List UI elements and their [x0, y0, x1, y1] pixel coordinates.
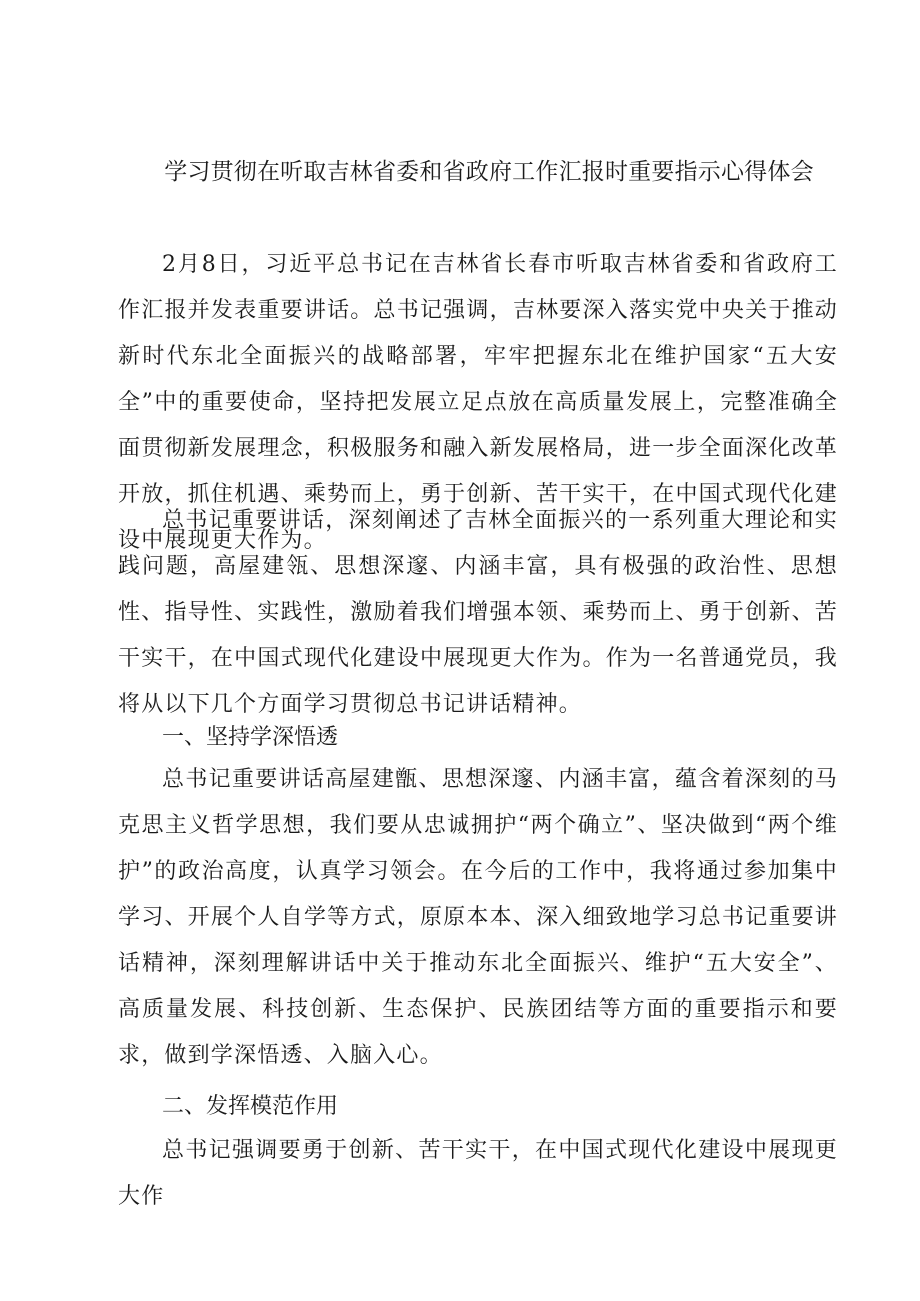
document-title: 学习贯彻在听取吉林省委和省政府工作汇报时重要指示心得体会 — [164, 159, 814, 185]
paragraph-summary: 总书记重要讲话，深刻阐述了吉林全面振兴的一系列重大理论和实践问题，高屋建瓴、思想深邃、内涵丰富，具有极强的政治性、思想性、指导性、实践性，激励着我们增强本领、乘势而上、勇于创新、苦干实干，在中国式现代化建设中展现更大作为。作为一名普通党员，我将从以下几个方面学习贯彻总书记讲话精神。 — [118, 508, 838, 717]
paragraph-section-1: 总书记重要讲话高屋建甑、思想深邃、内涵丰富，蕴含着深刻的马克思主义哲学思想，我们要从忠诚拥护“两个确立”、坚决做到“两个维护”的政治高度，认真学习领会。在今后的工作中，我将通过参加集中学习、开展个人自学等方式，原原本本、深入细致地学习总书记重要讲话精神，深刻理解讲话中关于推动东北全面振兴、维护“五大安全”、高质量发展、科技创新、生态保护、民族团结等方面的重要指示和要求，做到学深悟透、入脑入心。 — [118, 767, 838, 1068]
paragraph-section-2: 总书记强调要勇于创新、苦干实干，在中国式现代化建设中展现更大作 — [118, 1138, 838, 1209]
section-heading-2: 二、发挥模范作用 — [162, 1094, 339, 1119]
section-heading-1: 一、坚持学深悟透 — [162, 725, 339, 750]
paragraph-intro: 2月8日，习近平总书记在吉林省长春市听取吉林省委和省政府工作汇报并发表重要讲话。总书记强调，吉林要深入落实党中央关于推动新时代东北全面振兴的战略部署，牢牢把握东北在维护国家“五大安全”中的重要使命，坚持把发展立足点放在高质量发展上，完整准确全面贯彻新发展理念，积极服务和融入新发展格局，进一步全面深化改革开放，抓住机遇、乘势而上，勇于创新、苦干实干，在中国式现代化建设中展现更大作为。 — [118, 252, 838, 553]
